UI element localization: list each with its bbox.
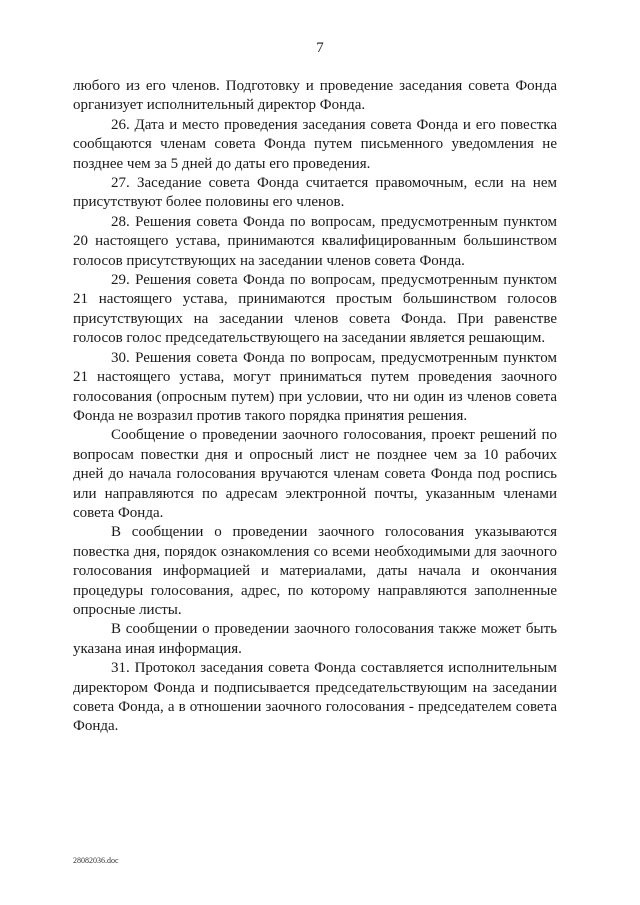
paragraph-30: 30. Решения совета Фонда по вопросам, предусмотренным пунктом 21 настоящего устава, могут приниматься путем проведения заочного голосования (опросным путем) при условии, что ни один из членов совета Фонда не возразил против такого порядка принятия решения.: [73, 349, 557, 424]
paragraph-continuation: любого из его членов. Подготовку и проведение заседания совета Фонда организует исполнительный директор Фонда.: [73, 78, 557, 114]
page-number: 7: [316, 40, 324, 56]
paragraph-27: 27. Заседание совета Фонда считается правомочным, если на нем присутствуют более половины его членов.: [73, 175, 557, 211]
paragraph-28: 28. Решения совета Фонда по вопросам, предусмотренным пунктом 20 настоящего устава, принимаются квалифицированным большинством голосов присутствующих на заседании членов совета Фонда.: [73, 213, 557, 269]
paragraph-31: 31. Протокол заседания совета Фонда составляется исполнительным директором Фонда и подписывается председательствующим на заседании совета Фонда, а в отношении заочного голосования - председателем совета Фонда.: [73, 660, 557, 735]
paragraph-30-agenda: В сообщении о проведении заочного голосования указываются повестка дня, порядок ознакомления со всеми необходимыми для заочного голосования информацией и материалами, даты начала и окончания процедуры голосования, адрес, по которому направляются заполненные опросные листы.: [73, 524, 557, 618]
paragraph-30-notice: Сообщение о проведении заочного голосования, проект решений по вопросам повестки дня и опросный лист не позднее чем за 10 рабочих дней до начала голосования вручаются членам совета Фонда под роспись или направляются по адресам электронной почты, указанным членами совета Фонда.: [73, 427, 557, 521]
paragraph-30-other-info: В сообщении о проведении заочного голосования также может быть указана иная информация.: [73, 621, 557, 657]
footer-filename: 28082036.doc: [73, 856, 119, 865]
document-body: [73, 77, 557, 737]
paragraph-29: 29. Решения совета Фонда по вопросам, предусмотренным пунктом 21 настоящего устава, принимаются простым большинством голосов присутствующих на заседании членов совета Фонда. При равенстве голосов голос председательствующего на заседании является решающим.: [73, 272, 557, 347]
paragraph-26: 26. Дата и место проведения заседания совета Фонда и его повестка сообщаются членам совета Фонда путем письменного уведомления не позднее чем за 5 дней до даты его проведения.: [73, 116, 557, 172]
